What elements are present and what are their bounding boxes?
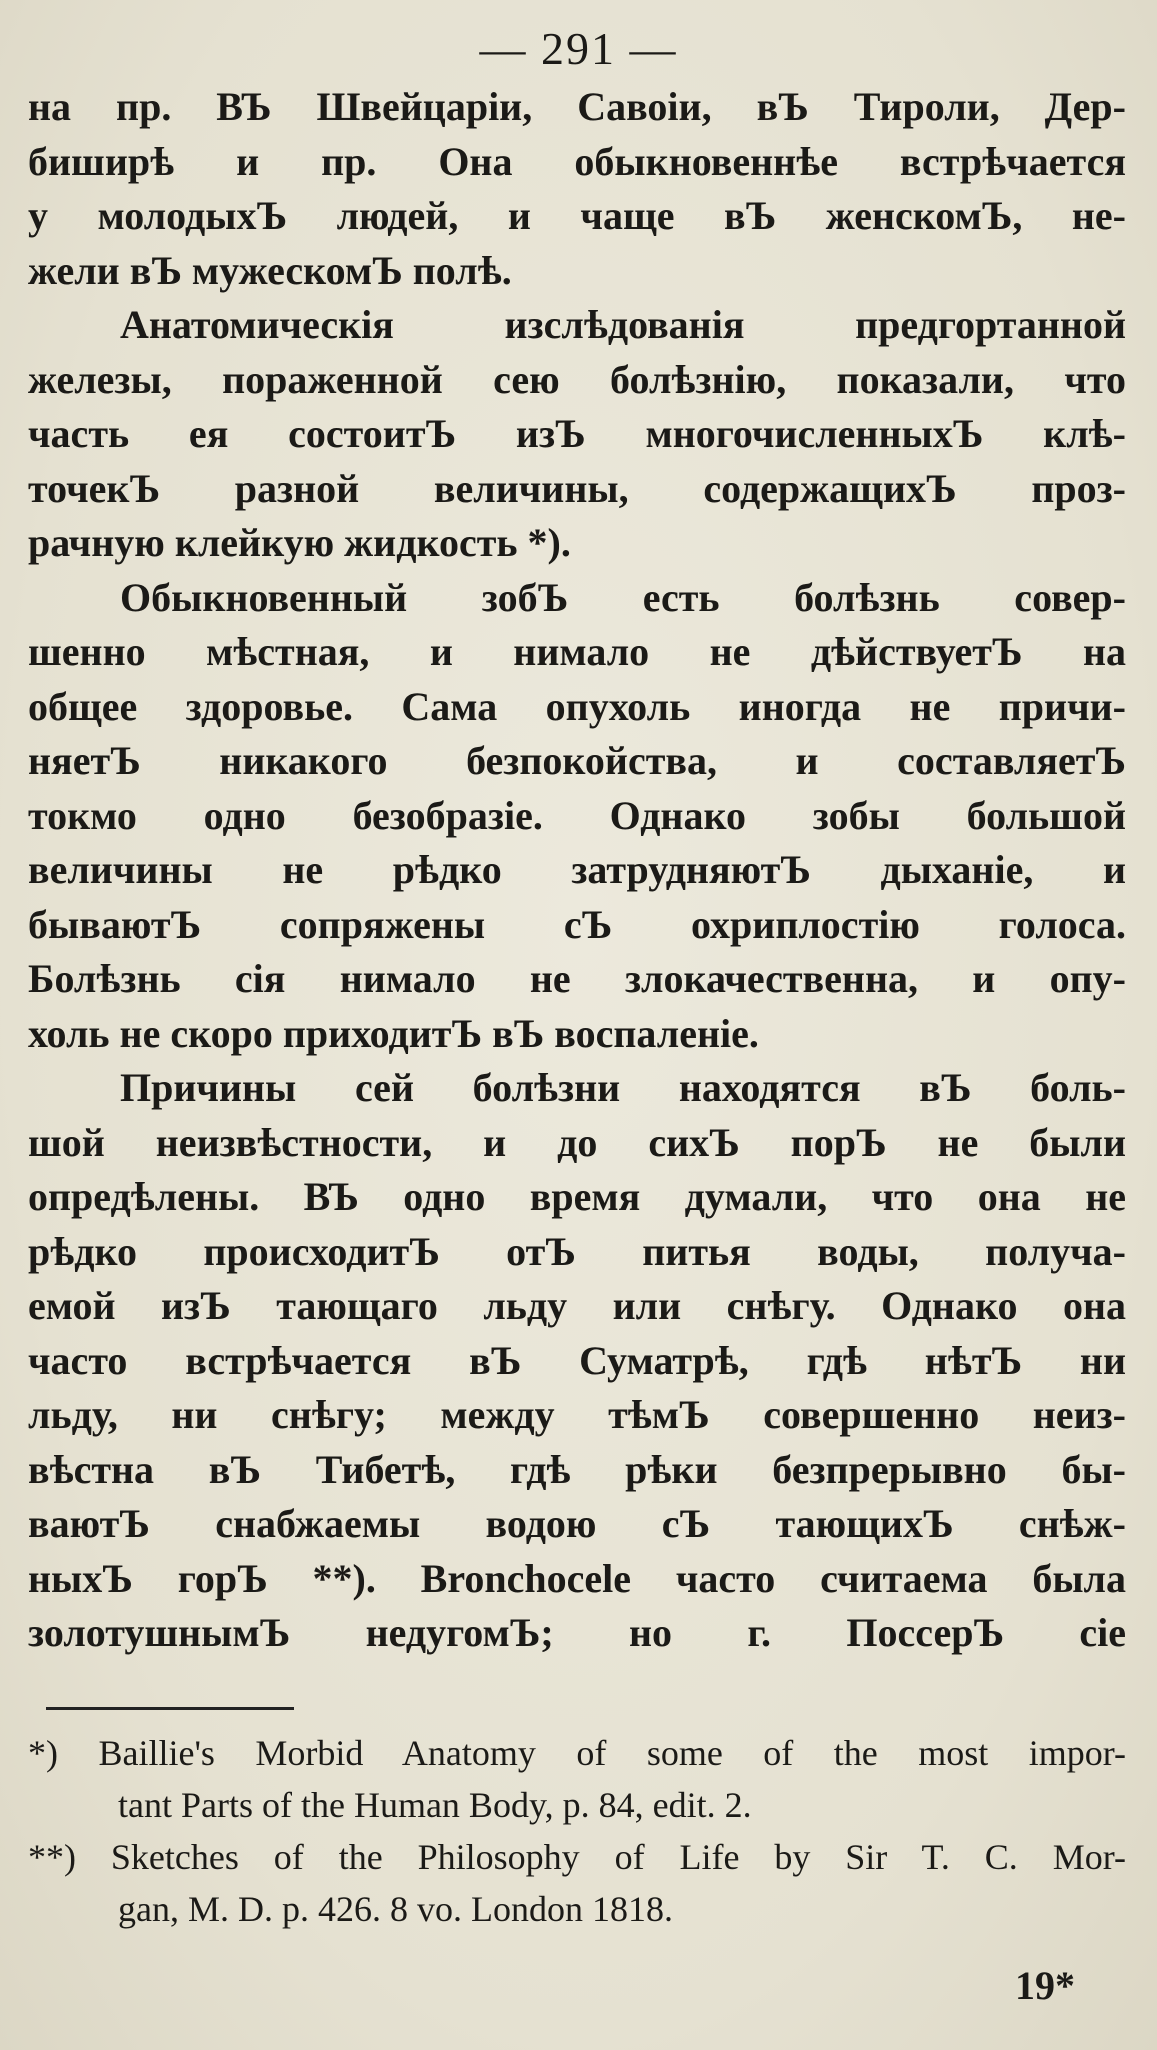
- text-line: золотушнымЪ недугомЪ; но г. ПоссерЪ сіе: [28, 1610, 1126, 1655]
- text-line: вѣстна вЪ Тибетѣ, гдѣ рѣки безпрерывно бы-: [28, 1446, 1126, 1492]
- printer-signature-mark: 19*: [1015, 1963, 1075, 2008]
- text-line: холь не скоро приходитЪ вЪ воспаленіе.: [28, 1010, 759, 1056]
- text-line: опредѣлены. ВЪ одно время думали, что она не: [28, 1174, 1126, 1219]
- text-line: часто встрѣчается вЪ Суматрѣ, гдѣ нѣтЪ ни: [28, 1337, 1126, 1383]
- page-number: — 291 —: [479, 23, 678, 74]
- text-line: на пр. ВЪ Швейцаріи, Савоіи, вЪ Тироли, Дер-: [28, 84, 1126, 129]
- text-line: часть ея состоитЪ изЪ многочисленныхЪ клѣ-: [28, 411, 1126, 456]
- footnotes: [28, 1727, 1126, 1935]
- footnote-line: gan, M. D. p. 426. 8 vo. London 1818.: [118, 1889, 673, 1929]
- text-line: общее здоровье. Сама опухоль иногда не причи-: [28, 683, 1126, 729]
- text-line: емой изЪ тающаго льду или снѣгу. Однако она: [28, 1283, 1126, 1328]
- text-line: величины не рѣдко затрудняютЪ дыханіе, и: [28, 847, 1126, 892]
- footnote-line: *) Baillie's Morbid Anatomy of some of the most impor-: [28, 1733, 1126, 1773]
- footnote-line: **) Sketches of the Philosophy of Life by Sir T. C. Mor-: [28, 1837, 1126, 1877]
- text-line: токмо одно безобразіе. Однако зобы большой: [28, 792, 1126, 838]
- text-line: Болѣзнь сія нимало не злокачественна, и опу-: [28, 956, 1126, 1001]
- text-line: рѣдко происходитЪ отЪ питья воды, получа-: [28, 1228, 1126, 1274]
- body-text: [28, 80, 1126, 1661]
- text-line: няетЪ никакого безпокойства, и составляетЪ: [28, 738, 1126, 783]
- text-line: точекЪ разной величины, содержащихЪ проз-: [28, 465, 1126, 511]
- text-line: Анатомическія изслѣдованія предгортанной: [120, 302, 1126, 347]
- text-line: бываютЪ сопряжены сЪ охриплостію голоса.: [28, 901, 1126, 947]
- text-line: Обыкновенный зобЪ есть болѣзнь совер-: [120, 574, 1126, 620]
- text-line: рачную клейкую жидкость *).: [28, 520, 571, 565]
- text-line: ваютЪ снабжаемы водою сЪ тающихЪ снѣж-: [28, 1501, 1126, 1546]
- footnote-divider: [46, 1707, 294, 1710]
- text-line: железы, пораженной сею болѣзнію, показали, что: [28, 356, 1126, 402]
- text-line: биширѣ и пр. Она обыкновеннѣе встрѣчается: [28, 138, 1126, 184]
- text-line: жели вЪ мужескомЪ полѣ.: [28, 247, 512, 293]
- footnote-line: tant Parts of the Human Body, p. 84, edit. 2.: [118, 1785, 752, 1825]
- text-line: у молодыхЪ людей, и чаще вЪ женскомЪ, не-: [28, 193, 1126, 238]
- text-line: шенно мѣстная, и нимало не дѣйствуетЪ на: [28, 629, 1126, 674]
- text-line: шой неизвѣстности, и до сихЪ порЪ не были: [28, 1119, 1126, 1165]
- text-line: льду, ни снѣгу; между тѣмЪ совершенно неиз-: [28, 1392, 1126, 1437]
- text-line: ныхЪ горЪ **). Bronchocele часто считаема была: [28, 1555, 1126, 1601]
- text-line: Причины сей болѣзни находятся вЪ боль-: [120, 1065, 1126, 1110]
